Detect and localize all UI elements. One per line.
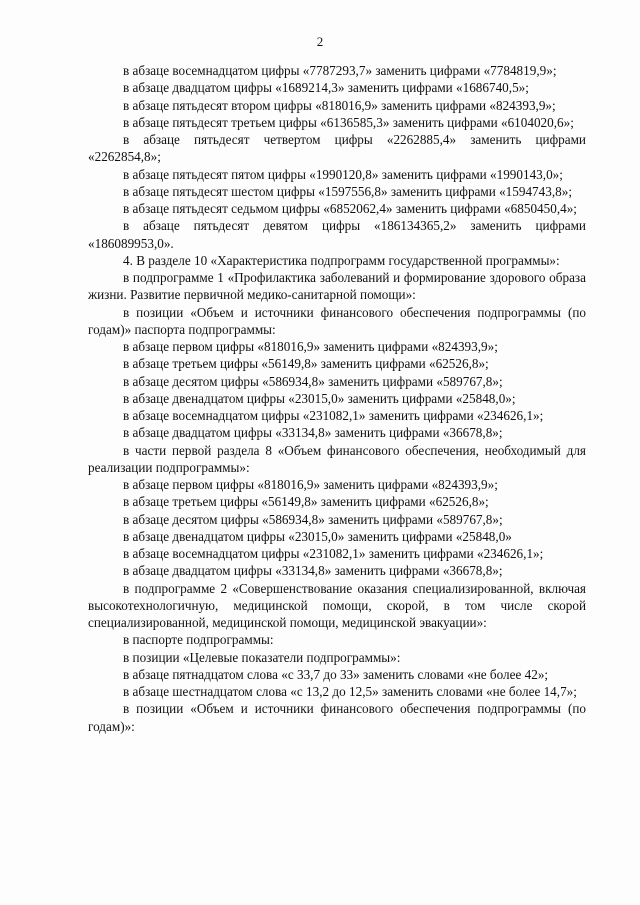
paragraph: в абзаце первом цифры «818016,9» заменить цифрами «824393,9»; bbox=[123, 339, 498, 354]
paragraph: в абзаце двадцатом цифры «1689214,3» заменить цифрами «1686740,5»; bbox=[123, 80, 529, 96]
paragraph: в части первой раздела 8 «Объем финансового обеспечения, необходимый для реализации подпрограммы»: bbox=[88, 442, 586, 475]
paragraph: в абзаце пятьдесят третьем цифры «6136585,3» заменить цифрами «6104020,6»; bbox=[123, 114, 574, 130]
document-body bbox=[88, 62, 586, 735]
paragraph: в абзаце шестнадцатом слова «с 13,2 до 12,5» заменить словами «не более 14,7»; bbox=[123, 684, 577, 699]
paragraph: в абзаце пятьдесят пятом цифры «1990120,8» заменить цифрами «1990143,0»; bbox=[123, 166, 563, 182]
paragraph: в абзаце восемнадцатом цифры «231082,1» заменить цифрами «234626,1»; bbox=[123, 546, 544, 561]
paragraph: в абзаце пятьдесят шестом цифры «1597556,8» заменить цифрами «1594743,8»; bbox=[123, 183, 572, 199]
paragraph: в позиции «Объем и источники финансового обеспечения подпрограммы (по годам)»: bbox=[88, 701, 586, 734]
paragraph: в абзаце двенадцатом цифры «23015,0» заменить цифрами «25848,0»; bbox=[123, 390, 516, 406]
page-number: 2 bbox=[316, 34, 324, 49]
paragraph: в абзаце пятьдесят девятом цифры «186134365,2» заменить цифрами «186089953,0». bbox=[88, 218, 586, 251]
paragraph: в абзаце пятьдесят втором цифры «818016,9» заменить цифрами «824393,9»; bbox=[123, 97, 556, 113]
paragraph: в абзаце пятьдесят седьмом цифры «6852062,4» заменить цифрами «6850450,4»; bbox=[123, 201, 577, 216]
paragraph: в абзаце восемнадцатом цифры «7787293,7» заменить цифрами «7784819,9»; bbox=[123, 63, 557, 78]
paragraph: в абзаце третьем цифры «56149,8» заменить цифрами «62526,8»; bbox=[123, 494, 489, 510]
paragraph: в абзаце первом цифры «818016,9» заменить цифрами «824393,9»; bbox=[123, 477, 498, 492]
paragraph: в абзаце пятьдесят четвертом цифры «2262885,4» заменить цифрами «2262854,8»; bbox=[88, 132, 586, 165]
paragraph: в позиции «Целевые показатели подпрограммы»: bbox=[123, 649, 401, 665]
paragraph: в абзаце двадцатом цифры «33134,8» заменить цифрами «36678,8»; bbox=[123, 563, 503, 579]
section-heading: 4. В разделе 10 «Характеристика подпрограмм государственной программы»: bbox=[123, 252, 560, 268]
paragraph: в подпрограмме 2 «Совершенствование оказания специализированной, включая высокотехнологичную, медицинской помощи, скорой, в том числе скорой специализированной, медицинской помощи, медицинской эвакуации»: bbox=[88, 580, 586, 630]
paragraph: в абзаце двенадцатом цифры «23015,0» заменить цифрами «25848,0» bbox=[123, 528, 512, 544]
paragraph: в абзаце третьем цифры «56149,8» заменить цифрами «62526,8»; bbox=[123, 356, 489, 372]
paragraph: в позиции «Объем и источники финансового обеспечения подпрограммы (по годам)» паспорта подпрограммы: bbox=[88, 304, 586, 337]
paragraph: в абзаце десятом цифры «586934,8» заменить цифрами «589767,8»; bbox=[123, 373, 503, 389]
paragraph: в абзаце десятом цифры «586934,8» заменить цифрами «589767,8»; bbox=[123, 511, 503, 527]
paragraph: в абзаце двадцатом цифры «33134,8» заменить цифрами «36678,8»; bbox=[123, 425, 503, 441]
paragraph: в подпрограмме 1 «Профилактика заболеваний и формирование здорового образа жизни. Развитие первичной медико-санитарной помощи»: bbox=[88, 270, 586, 303]
paragraph: в паспорте подпрограммы: bbox=[123, 632, 274, 648]
paragraph: в абзаце восемнадцатом цифры «231082,1» заменить цифрами «234626,1»; bbox=[123, 408, 544, 423]
paragraph: в абзаце пятнадцатом слова «с 33,7 до 33» заменить словами «не более 42»; bbox=[123, 666, 549, 682]
